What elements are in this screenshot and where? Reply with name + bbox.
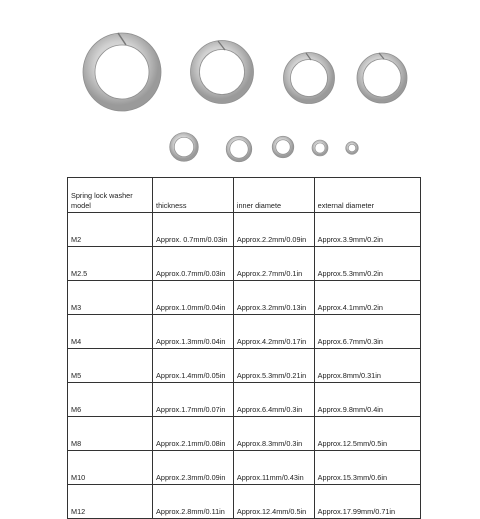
cell-external-diameter: Approx.3.9mm/0.2in xyxy=(314,213,420,247)
table-row xyxy=(68,213,421,247)
cell-external-diameter: Approx.5.3mm/0.2in xyxy=(314,247,420,281)
washer-m3 xyxy=(272,136,294,158)
cell-thickness: Approx.1.3mm/0.04in xyxy=(153,315,234,349)
cell-external-diameter: Approx.8mm/0.31in xyxy=(314,349,420,383)
table-row xyxy=(68,383,421,417)
table-row xyxy=(68,485,421,519)
cell-inner-diameter: Approx.11mm/0.43in xyxy=(233,451,314,485)
cell-inner-diameter: Approx.12.4mm/0.5in xyxy=(233,485,314,519)
washer-m2-5 xyxy=(312,140,328,156)
washer-m12 xyxy=(83,33,161,111)
cell-model: M4 xyxy=(68,315,153,349)
cell-model: M10 xyxy=(68,451,153,485)
washer-m6 xyxy=(357,53,407,103)
cell-thickness: Approx.2.3mm/0.09in xyxy=(153,451,234,485)
table-row xyxy=(68,247,421,281)
cell-external-diameter: Approx.6.7mm/0.3in xyxy=(314,315,420,349)
cell-thickness: Approx. 0.7mm/0.03in xyxy=(153,213,234,247)
cell-external-diameter: Approx.4.1mm/0.2in xyxy=(314,281,420,315)
table-header-row xyxy=(68,178,421,213)
table-row xyxy=(68,451,421,485)
cell-thickness: Approx.1.4mm/0.05in xyxy=(153,349,234,383)
cell-thickness: Approx.1.7mm/0.07in xyxy=(153,383,234,417)
cell-thickness: Approx.0.7mm/0.03in xyxy=(153,247,234,281)
header-thickness: thickness xyxy=(153,178,234,213)
cell-model: M12 xyxy=(68,485,153,519)
washer-illustrations xyxy=(0,0,480,176)
washer-m5 xyxy=(170,133,199,162)
cell-inner-diameter: Approx.8.3mm/0.3in xyxy=(233,417,314,451)
washer-m2 xyxy=(346,142,359,155)
cell-external-diameter: Approx.9.8mm/0.4in xyxy=(314,383,420,417)
cell-model: M5 xyxy=(68,349,153,383)
cell-external-diameter: Approx.12.5mm/0.5in xyxy=(314,417,420,451)
cell-inner-diameter: Approx.6.4mm/0.3in xyxy=(233,383,314,417)
cell-model: M6 xyxy=(68,383,153,417)
cell-inner-diameter: Approx.2.2mm/0.09in xyxy=(233,213,314,247)
washer-m8 xyxy=(284,53,335,104)
cell-model: M8 xyxy=(68,417,153,451)
header-model: Spring lock washer model xyxy=(68,178,153,213)
cell-external-diameter: Approx.17.99mm/0.71in xyxy=(314,485,420,519)
cell-thickness: Approx.2.1mm/0.08in xyxy=(153,417,234,451)
washer-m10 xyxy=(191,41,254,104)
cell-model: M3 xyxy=(68,281,153,315)
header-external-diameter: external diameter xyxy=(314,178,420,213)
cell-model: M2.5 xyxy=(68,247,153,281)
table-row xyxy=(68,349,421,383)
table-row xyxy=(68,315,421,349)
washer-m4 xyxy=(226,136,252,162)
cell-thickness: Approx.1.0mm/0.04in xyxy=(153,281,234,315)
cell-inner-diameter: Approx.2.7mm/0.1in xyxy=(233,247,314,281)
table-row xyxy=(68,417,421,451)
cell-inner-diameter: Approx.4.2mm/0.17in xyxy=(233,315,314,349)
cell-external-diameter: Approx.15.3mm/0.6in xyxy=(314,451,420,485)
cell-thickness: Approx.2.8mm/0.11in xyxy=(153,485,234,519)
header-inner-diameter: inner diamete xyxy=(233,178,314,213)
cell-inner-diameter: Approx.5.3mm/0.21in xyxy=(233,349,314,383)
cell-inner-diameter: Approx.3.2mm/0.13in xyxy=(233,281,314,315)
cell-model: M2 xyxy=(68,213,153,247)
table-row xyxy=(68,281,421,315)
washer-spec-table xyxy=(67,177,421,519)
